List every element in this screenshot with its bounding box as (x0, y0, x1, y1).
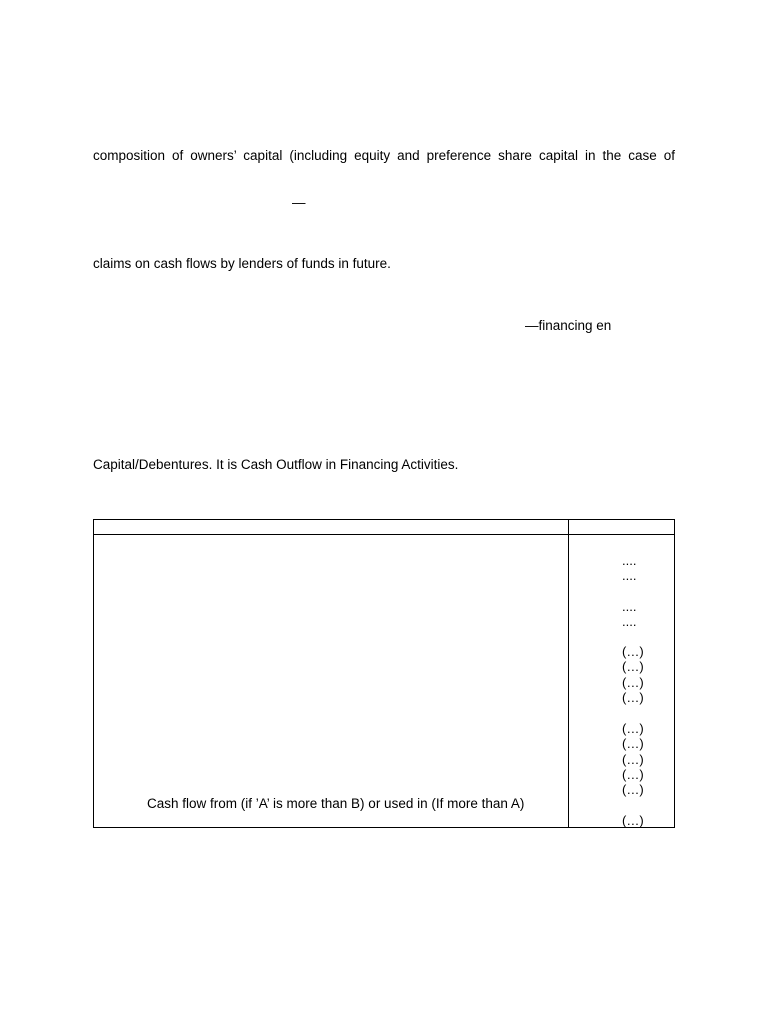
cash-flow-label: Cash flow from (if ’A’ is more than B) or used in (If more than A) (147, 796, 525, 811)
amount-cell: .... (622, 553, 637, 568)
amount-cell: (…) (622, 752, 644, 767)
amount-cell: .... (622, 614, 637, 629)
amount-cell: (…) (622, 659, 644, 674)
amount-cell: (…) (622, 813, 644, 828)
amount-cell: (…) (622, 767, 644, 782)
paragraph-dash: — (292, 195, 306, 210)
amount-cell: .... (622, 599, 637, 614)
paragraph-claims-cash-flows: claims on cash flows by lenders of funds in future. (93, 256, 391, 271)
amount-cell: .... (622, 568, 637, 583)
amount-cell: (…) (622, 675, 644, 690)
paragraph-owners-capital: composition of owners’ capital (including equity and preference share capital in the case of (93, 148, 675, 163)
amount-cell: (…) (622, 690, 644, 705)
table-column-divider (568, 520, 569, 827)
amount-cell: (…) (622, 782, 644, 797)
amount-cell: (…) (622, 721, 644, 736)
amount-cell: (…) (622, 644, 644, 659)
table-header-divider (94, 534, 674, 535)
paragraph-financing-en: —financing en (525, 318, 612, 333)
amount-cell: (…) (622, 736, 644, 751)
paragraph-capital-debentures: Capital/Debentures. It is Cash Outflow in Financing Activities. (93, 457, 459, 472)
cash-flow-table (93, 519, 675, 828)
